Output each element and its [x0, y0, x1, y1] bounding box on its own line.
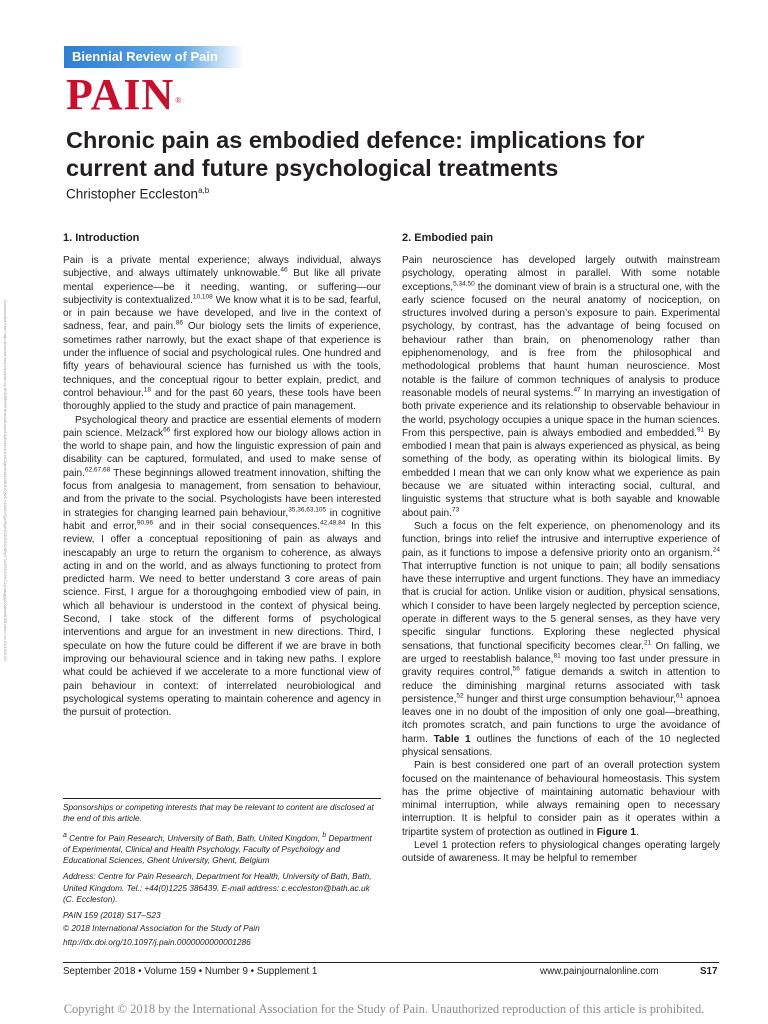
- section-heading-introduction: 1. Introduction: [63, 232, 140, 244]
- footnote-affiliations: [63, 830, 381, 867]
- text-run: and in their social consequences.: [153, 520, 321, 532]
- text-run: Such a focus on the felt experience, on phenomenology and its function, brings into relief the intrusive and interruptive experience of pain, as it functions to impose a defensive priority onto an organism.: [402, 520, 720, 559]
- text-run: moving too fast under pressure in gravity requires control,: [402, 653, 721, 679]
- citation-ref[interactable]: 52: [456, 692, 464, 700]
- text-run: These beginnings allowed treatment innovation, shifting the focus from analgesia to management, from sensation to behaviour, and from the private to the social. Psychologists have been interested in strategies for changing learned pain behaviour,: [63, 467, 381, 519]
- text-run: Psychological theory and practice are essential elements of modern pain science. Melzack: [63, 414, 381, 439]
- citation-ref[interactable]: 66: [163, 426, 171, 434]
- citation-ref[interactable]: 81: [553, 652, 561, 660]
- embodied-paragraph-4: [402, 839, 720, 866]
- journal-website-link[interactable]: www.painjournalonline.com: [540, 966, 659, 977]
- embodied-paragraph-3: [402, 759, 720, 839]
- page-number: S17: [700, 966, 718, 977]
- left-column: [63, 231, 381, 719]
- issue-info: September 2018 • Volume 159 • Number 9 • Supplement 1: [63, 966, 318, 977]
- text-run: Level 1 protection refers to physiological changes operating largely outside of awareness. It may be helpful to remember: [402, 840, 720, 865]
- series-banner: Biennial Review of Pain: [64, 46, 244, 68]
- text-run: Pain neuroscience has developed largely outwith mainstream psychology, operating almost in parallel. With some notable exceptions,: [402, 255, 720, 293]
- text-run: in cognitive habit and error,: [63, 507, 381, 532]
- text-run: Department of Experimental, Clinical and Health Psychology, Faculty of Psychology and Educational Sciences, Ghent University, Ghent, Belgium: [63, 832, 372, 865]
- text-run: .: [635, 826, 639, 838]
- citation-ref[interactable]: 35,36,63,105: [288, 506, 327, 514]
- copyright-notice: Copyright © 2018 by the International Association for the Study of Pain. Unauthorized reproduction of this article is prohibited.: [63, 1002, 705, 1016]
- citation-ref[interactable]: 10,108: [192, 293, 213, 301]
- table-1-link[interactable]: Table 1: [433, 733, 471, 745]
- affiliation-mark: a: [63, 831, 67, 839]
- download-stamp-text: Downloaded from http://journals.lww.com/pain by BhDMf5ePHKav1zEoum1tQfN4a+kJLhEZgbsIHo4XMi0hCywCX1AWnYQp/IlQrHD3i3D0OdRyi7TvSFl4Cf3VC1y0abggQZXdtwnfKZBYtws= on 02/15/2019: [3, 300, 8, 661]
- text-run: Centre for Pain Research, University of Bath, Bath, United Kingdom,: [66, 832, 323, 843]
- journal-logo: [66, 70, 182, 120]
- text-run: the dominant view of brain is a structural one, with the early science focused on the neural anatomy of nociception, on structures involved during a person’s exposure to pain. Experimental psychology, by contrast, has the advantage of being focused on behaviour rather than brain, on phenomenology rather than epiphenomenology, and is free from the philosophical and methodological problems that haunt human neuroscience. Most notable is the failure of common techniques of analysis to produce reasonable models of neural systems.: [402, 281, 720, 399]
- footnotes: [63, 802, 381, 953]
- section-heading-embodied-pain: 2. Embodied pain: [402, 232, 494, 244]
- citation-ref[interactable]: 91: [696, 426, 705, 434]
- text-run: Our biology sets the limits of experience, sometimes rather narrowly, but the exact shape of that experience is under the influence of social and psychological rules. One hundred and fifty years of behavioural science has furnished us with the tools, techniques, and the conceptual rigour to better explain, predict, and control behaviour.: [63, 321, 382, 399]
- footnote-competing-interests: Sponsorships or competing interests that may be relevant to content are disclosed at the end of this article.: [63, 802, 374, 824]
- text-run: But like all private mental experience—be it needing, wanting, or suffering—our subjectivity is contextualized.: [63, 268, 381, 306]
- intro-paragraph-1: [63, 254, 381, 414]
- citation-ref[interactable]: 47: [573, 386, 581, 394]
- footnote-citation: PAIN 159 (2018) S17–S23: [63, 910, 161, 921]
- text-run: In this review, I offer a conceptual repositioning of pain as always and inescapably an urge to return the organism to coherence, as always acting in and on the world, and as always functioning to protect from predicted harm. We need to better understand 3 core areas of pain science. First, I argue for a thoroughgoing embodied view of pain, in which all behaviour is understood in the context of physical being. Second, I take stock of the different forms of psychological interventions and argue for an investment in new directions. Third, I speculate on how the future could be different if we are brave in both improving our behavioural science and in taking new paths. I explore what could be achieved if we accelerate to a more functional view of pain behaviour in context: of interrelated neurobiological and psychological systems operating to maintain coherence and agency in the pursuit of protection.: [63, 520, 382, 719]
- footnote-address: Address: Centre for Pain Research, Department for Health, University of Bath, Bath, United Kingdom. Tel.: +44(0)1225 386439. E-mail address: c.eccleston@bath.ac.uk (C. Eccleston).: [63, 871, 372, 904]
- citation-ref[interactable]: 90,96: [136, 519, 154, 527]
- text-run: Pain is best considered one part of an overall protection system focused on the maintenance of behavioural homeostasis. This system has the prime objective of maintaining automatic behaviour with minimal interruption, while always remaining open to necessary interruption. It is helpful to consider pain as it operates within a tripartite system of protection as outlined in: [402, 760, 720, 838]
- footnote-doi-link[interactable]: http://dx.doi.org/10.1097/j.pain.0000000000001286: [63, 936, 251, 947]
- citation-ref[interactable]: 73: [451, 506, 460, 514]
- footnote-divider: [63, 798, 381, 799]
- intro-paragraph-2: [63, 414, 381, 720]
- text-run: On falling, we are urged to reestablish balance,: [402, 640, 720, 665]
- footnote-copyright: © 2018 International Association for the Study of Pain: [63, 923, 260, 934]
- text-run: hunger and thirst urge consumption behaviour,: [463, 693, 677, 705]
- text-run: fatigue demands a switch in attention to reduce the diminishing marginal returns associated with task persistence,: [402, 667, 720, 705]
- citation-ref[interactable]: 21: [643, 639, 652, 647]
- affiliation-mark: b: [322, 831, 327, 839]
- citation-ref[interactable]: 24: [712, 546, 720, 554]
- author-affiliation-marks: a,b: [198, 186, 210, 195]
- author-name: Christopher Eccleston: [66, 186, 199, 202]
- text-run: first explored how our biology allows action in the world to shape pain, and how the linguistic expression of pain and disability can be captured, formulated, and used to make sense of pain.: [63, 427, 381, 479]
- citation-ref[interactable]: 42,48,84: [320, 519, 346, 527]
- text-run: By embodied I mean that pain is always experienced as physical, as being something of the body, as operating within its biological limits. By embedded I mean that we can only know what we experience as pain because we are situated within interacting social, cultural, and linguistic systems that structure what is both sayable and knowable about pain.: [402, 427, 720, 519]
- article-title: Chronic pain as embodied defence: implications for current and future psychological treatments: [66, 127, 645, 181]
- text-run: apnoea leaves one in no doubt of the imposition of only one goal—breathing, itch promotes scratch, and pain functions to urge the avoidance of harm.: [402, 693, 720, 745]
- citation-ref[interactable]: 62,67,68: [84, 466, 111, 474]
- right-column: [402, 231, 720, 866]
- trademark-mark: ®: [175, 96, 183, 105]
- author-byline: [66, 186, 209, 202]
- citation-ref[interactable]: 86: [175, 320, 184, 328]
- text-run: In marrying an investigation of both private experience and its relationship to observable behaviour in the world, psychology occupies a unique space in the human sciences. From this perspective, pain is always embodied and embedded.: [402, 387, 720, 439]
- text-run: Pain is a private mental experience; always individual, always subjective, and always ultimately unknowable.: [63, 255, 381, 280]
- figure-1-link[interactable]: Figure 1: [596, 826, 636, 838]
- embodied-paragraph-2: [402, 520, 720, 759]
- footer-divider: [63, 962, 719, 963]
- text-run: and for the past 60 years, these tools have been thoroughly applied to the study and practice of pain management.: [63, 387, 381, 413]
- citation-ref[interactable]: 5,34,50: [453, 280, 475, 288]
- text-run: We know what it is to be sad, fearful, or in pain because we have developed, and live in the context of sadness, fear, and pain.: [63, 294, 381, 333]
- text-run: That interruptive function is not unique to pain; all bodily sensations have these interruptive and urgent functions. They have an immediacy that is crucial for action. Unlike vision or audition, physical sensations, which I consider to have been largely neglected by perception science, operate in different ways to the 5 general senses, as they have very specific singular functions. Exploring these neglected physical sensations, that functional specificity becomes clear.: [402, 560, 720, 652]
- text-run: outlines the functions of each of the 10 neglected physical sensations.: [402, 733, 720, 758]
- journal-name: PAIN: [66, 70, 175, 119]
- citation-ref[interactable]: 61: [676, 692, 684, 700]
- citation-ref[interactable]: 56: [512, 665, 520, 673]
- citation-ref[interactable]: 46: [280, 266, 288, 274]
- download-side-stamp: [2, 300, 8, 680]
- citation-ref[interactable]: 18: [143, 386, 152, 394]
- embodied-paragraph-1: [402, 254, 720, 520]
